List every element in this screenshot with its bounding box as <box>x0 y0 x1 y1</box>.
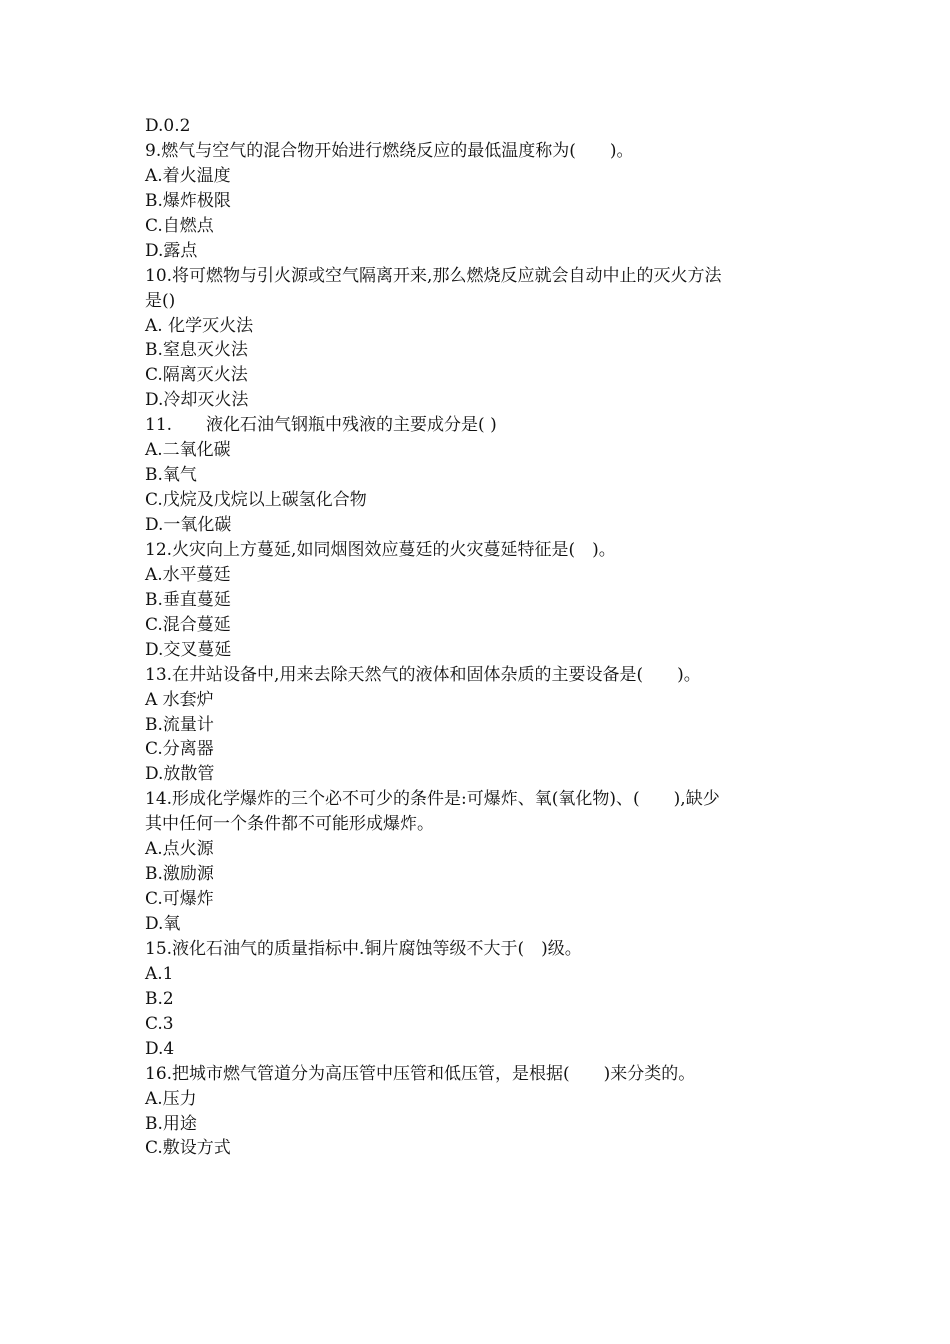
question-9: 9.燃气与空气的混合物开始进行燃绕反应的最低温度称为( )。 <box>145 140 634 161</box>
option-line: D.交叉蔓延 <box>145 639 232 660</box>
option-line: B.氧气 <box>145 465 197 486</box>
option-line: C.3 <box>145 1013 174 1034</box>
question-11: 11. 液化石油气钢瓶中残液的主要成分是( ) <box>145 415 497 436</box>
question-13: 13.在井站设备中,用来去除天然气的液体和固体杂质的主要设备是( )。 <box>145 664 701 685</box>
question-15: 15.液化石油气的质量指标中.铜片腐蚀等级不大于( )级。 <box>145 938 582 959</box>
question-10-continued: 是() <box>145 290 176 311</box>
option-line: A. 化学灭火法 <box>145 315 254 336</box>
option-line: B.窒息灭火法 <box>145 340 248 361</box>
option-line: D.4 <box>145 1038 175 1059</box>
option-line: C.分离器 <box>145 739 214 760</box>
question-10: 10.将可燃物与引火源或空气隔离开来,那么燃烧反应就会自动中止的灭火方法 <box>145 265 722 286</box>
option-line: C.戊烷及戊烷以上碳氢化合物 <box>145 490 367 511</box>
option-line: B.激励源 <box>145 864 214 885</box>
option-line: B.2 <box>145 988 174 1009</box>
option-line: B.爆炸极限 <box>145 190 231 211</box>
option-line: A.1 <box>145 963 174 984</box>
option-line: B.用途 <box>145 1113 197 1134</box>
option-line: A.点火源 <box>145 839 214 860</box>
option-line: C.隔离灭火法 <box>145 365 248 386</box>
option-line: A.压力 <box>145 1088 197 1109</box>
question-list <box>145 114 815 1161</box>
question-14: 14.形成化学爆炸的三个必不可少的条件是:可爆炸、氧(氧化物)、( ),缺少 <box>145 789 720 810</box>
option-line: D.一氧化碳 <box>145 515 232 535</box>
option-line: B.流量计 <box>145 714 214 735</box>
option-line: D.氧 <box>145 914 181 934</box>
option-line: A.着火温度 <box>145 165 231 186</box>
option-line: A.二氧化碳 <box>145 440 231 461</box>
option-line: C.可爆炸 <box>145 889 214 910</box>
question-12: 12.火灾向上方蔓延,如同烟图效应蔓廷的火灾蔓延特征是( )。 <box>145 539 616 560</box>
option-line: B.垂直蔓延 <box>145 589 231 610</box>
question-16: 16.把城市燃气管道分为高压管中压管和低压管，是根据( )来分类的。 <box>145 1063 696 1084</box>
option-line: D.放散管 <box>145 764 215 785</box>
text-line: D.0.2 <box>145 116 191 136</box>
option-line: A.水平蔓廷 <box>145 564 231 585</box>
option-line: C.自燃点 <box>145 215 214 236</box>
option-line: C.敷设方式 <box>145 1138 231 1159</box>
option-line: D.冷却灭火法 <box>145 390 249 411</box>
option-line: D.露点 <box>145 240 198 261</box>
question-14-continued: 其中任何一个条件都不可能形成爆炸。 <box>145 814 434 835</box>
option-line: C.混合蔓延 <box>145 614 231 635</box>
option-line: A 水套炉 <box>145 689 214 710</box>
